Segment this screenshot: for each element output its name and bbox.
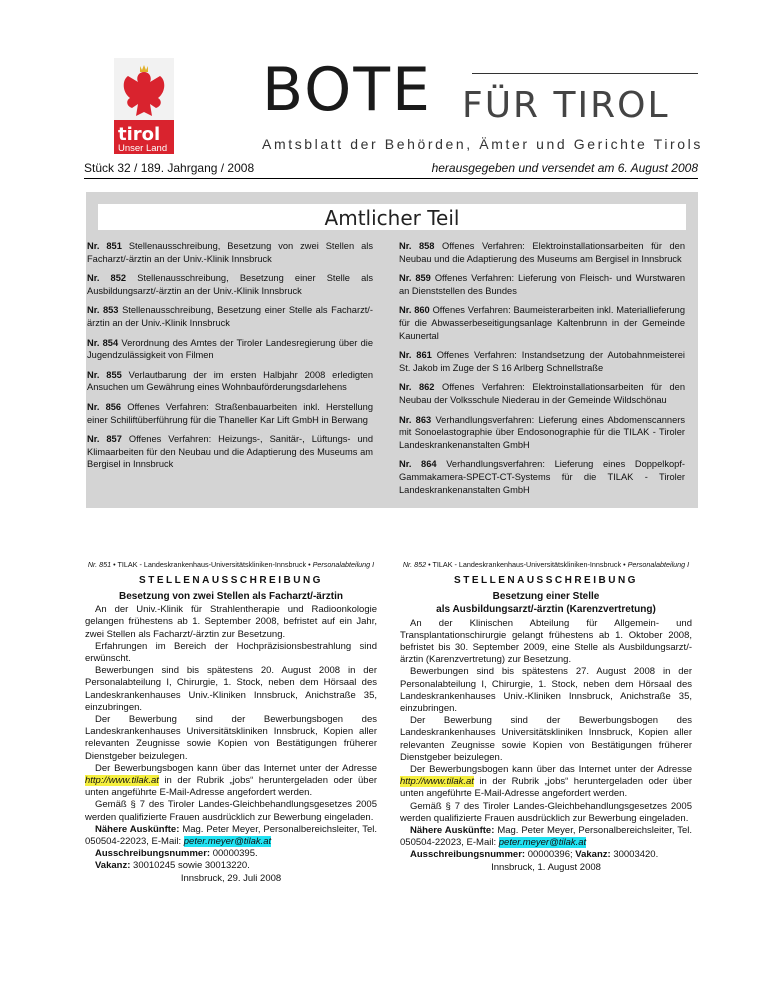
article-heading: STELLENAUSSCHREIBUNG (139, 575, 323, 587)
article-paragraph: Der Bewerbungsbogen kann über das Internet unter der Adresse http://www.tilak.at in der Rubrik „jobs“ heruntergeladen oder über unten angeführte E-Mail-Adresse angefordert werden. (85, 762, 378, 799)
toc-entry-859[interactable]: Nr. 859 Offenes Verfahren: Lieferung von Fleisch- und Wurstwaren an Dienststellen des Bundes (399, 273, 685, 296)
title-fuer-tirol: FÜR TIROL (462, 85, 670, 126)
article-subheading: Besetzung von zwei Stellen als Facharzt/-ärztin (119, 590, 343, 602)
article-paragraph: Bewerbungen sind bis spätestens 20. August 2008 in der Personalabteilung I, Chirurgie, 1. Stock, neben dem Hörsaal des Landeskrankenhauses Univ.-Kliniken Innsbruck, Anichstraße 35, einzubringen. (85, 665, 377, 713)
toc-entry-861[interactable]: Nr. 861 Offenes Verfahren: Instandsetzung der Autobahnmeisterei St. Jakob im Zuge der S 16 Arlberg Schnellstraße (399, 350, 685, 373)
tender-number: Ausschreibungsnummer: 00000395. (95, 848, 258, 860)
contact-info: Nähere Auskünfte: Mag. Peter Meyer, Personalbereichsleiter, Tel. 050504-22023, E-Mail: peter.meyer@tilak.at (85, 823, 378, 847)
toc-entry-860[interactable]: Nr. 860 Offenes Verfahren: Baumeisterarbeiten inkl. Materiallieferung für die Abwasserbeseitigungsanlage Kaltenbrunn in der Gemeinde Kaunertal (399, 305, 685, 341)
title-bote: BOTE (262, 55, 432, 125)
article-subheading-2: als Ausbildungsarzt/-ärztin (Karenzvertretung) (436, 604, 656, 616)
email-link[interactable]: peter.meyer@tilak.at (183, 835, 272, 847)
article-paragraph: Erfahrungen im Bereich der Hochpräzisionsbestrahlung sind erwünscht. (85, 640, 377, 664)
contents-title: Amtlicher Teil (324, 206, 460, 230)
toc-entry-854[interactable]: Nr. 854 Verordnung des Amtes der Tiroler Landesregierung über die Jugendzulässigkeit von Filmen (87, 337, 373, 361)
contents-right-column (399, 240, 685, 503)
header-subtitle: Amtsblatt der Behörden, Ämter und Gerichte Tirols (262, 136, 703, 152)
article-signoff: Innsbruck, 1. August 2008 (491, 861, 601, 873)
article-paragraph: Der Bewerbungsbogen kann über das Internet unter der Adresse http://www.tilak.at in der Rubrik „jobs“ heruntergeladen oder über unten angeführte E-Mail-Adresse angefordert werden. (400, 764, 693, 800)
article-851 (85, 560, 377, 885)
logo-word: tirol (118, 124, 161, 145)
article-paragraph: An der Univ.-Klinik für Strahlentherapie und Radioonkologie gelangen frühestens ab 1. September 2008, befristet auf ein Jahr, zwei Stellen als Facharzt/-ärztin zur Besetzung. (85, 604, 377, 640)
article-paragraph: Der Bewerbung sind der Bewerbungsbogen des Landeskrankenhauses Universitätskliniken Innsbruck, Kopien aller relevanten Zeugnisse sowie Kopien von Bestätigungen früherer Dienstgeber beizulegen. (85, 713, 377, 762)
toc-entry-851[interactable]: Nr. 851 Stellenausschreibung, Besetzung von zwei Stellen als Facharzt/-ärztin an der Univ.-Klinik Innsbruck (87, 241, 373, 264)
toc-entry-862[interactable]: Nr. 862 Offenes Verfahren: Elektroinstallationsarbeiten für den Neubau der Volksschule Niederau in der Gemeinde Wildschönau (399, 382, 685, 405)
article-source: Nr. 852 • TILAK - Landeskrankenhaus-Universitätskliniken-Innsbruck • Personalabteilung I (402, 560, 690, 569)
header-top-rule (472, 73, 698, 74)
article-paragraph: Gemäß § 7 des Tiroler Landes-Gleichbehandlungsgesetzes 2005 werden qualifizierte Frauen ausdrücklich zur Bewerbung eingeladen. (85, 799, 377, 823)
toc-entry-852[interactable]: Nr. 852 Stellenausschreibung, Besetzung einer Stelle als Ausbildungsarzt/-ärztin an der Univ.-Klinik Innsbruck (87, 273, 373, 296)
toc-entry-855[interactable]: Nr. 855 Verlautbarung der im ersten Halbjahr 2008 erledigten Ansuchen um Gewährung eines Wohnbauförderungsdarlehens (87, 369, 373, 393)
tirol-logo (114, 58, 174, 154)
article-paragraph: An der Klinischen Abteilung für Allgemein- und Transplantationschirurgie gelangt frühestens ab 1. Oktober 2008, befristet bis 30. September 2009, eine Stelle als Ausbildungsarzt/-ärztin (Karenzvertretung) zur Besetzung. (400, 617, 692, 666)
tender-number: Ausschreibungsnummer: 00000396; Vakanz: 30003420. (410, 849, 659, 861)
contact-info: Nähere Auskünfte: Mag. Peter Meyer, Personalbereichsleiter, Tel. 050504-22023, E-Mail: peter.meyer@tilak.at (400, 825, 693, 849)
logo-tagline: Unser Land (118, 143, 168, 154)
article-source: Nr. 851 • TILAK - Landeskrankenhaus-Universitätskliniken-Innsbruck • Personalabteilung I (87, 560, 375, 569)
website-link[interactable]: http://www.tilak.at (85, 774, 159, 786)
toc-entry-856[interactable]: Nr. 856 Offenes Verfahren: Straßenbauarbeiten inkl. Herstellung einer Schiliftüberführung für die Thaneller Kar Lift GmbH in Berwang (87, 401, 374, 425)
email-link[interactable]: peter.meyer@tilak.at (498, 837, 587, 849)
article-signoff: Innsbruck, 29. Juli 2008 (180, 872, 282, 884)
toc-entry-857[interactable]: Nr. 857 Offenes Verfahren: Heizungs-, Sanitär-, Lüftungs- und Klimaarbeiten für den Neubau und die Adaptierung des Museums am Bergisel in Innsbruck (87, 434, 373, 470)
article-852 (400, 560, 692, 874)
article-paragraph: Bewerbungen sind bis spätestens 27. August 2008 in der Personalabteilung I, Chirurgie, 1. Stock, neben dem Hörsaal des Landeskrankenhauses Univ.-Kliniken Innsbruck, Anichstraße 35, einzubringen. (400, 666, 692, 715)
header-rule (84, 178, 698, 179)
toc-entry-864[interactable]: Nr. 864 Verhandlungsverfahren: Lieferung eines Doppelkopf-Gammakamera-SPECT-CT-Systems für die TILAK - Tiroler Landeskrankenanstalten GmbH (399, 459, 685, 495)
article-heading: STELLENAUSSCHREIBUNG (454, 575, 638, 587)
article-paragraph: Der Bewerbung sind der Bewerbungsbogen des Landeskrankenhauses Universitätskliniken Innsbruck, Kopien aller relevanten Zeugnisse sowie Kopien von Bestätigungen früherer Dienstgeber beizulegen. (400, 715, 692, 763)
toc-entry-858[interactable]: Nr. 858 Offenes Verfahren: Elektroinstallationsarbeiten für den Neubau und die Adaptierung des Museums am Bergisel in Innsbruck (399, 241, 685, 264)
publication-date: herausgegeben und versendet am 6. August 2008 (431, 161, 698, 175)
website-link[interactable]: http://www.tilak.at (400, 776, 474, 788)
toc-entry-863[interactable]: Nr. 863 Verhandlungsverfahren: Lieferung eines Abdomenscanners mit Sonoelastographie über Endosonographie für die TILAK - Tiroler Landeskrankenanstalten GmbH (399, 414, 685, 450)
vacancy: Vakanz: 30010245 sowie 30013220. (95, 860, 250, 872)
toc-entry-853[interactable]: Nr. 853 Stellenausschreibung, Besetzung einer Stelle als Facharzt/-ärztin an der Univ.-Klinik Innsbruck (87, 305, 373, 328)
issue-number: Stück 32 / 189. Jahrgang / 2008 (84, 161, 255, 175)
article-subheading: Besetzung einer Stelle (492, 590, 600, 602)
article-paragraph: Gemäß § 7 des Tiroler Landes-Gleichbehandlungsgesetzes 2005 werden qualifizierte Frauen ausdrücklich zur Bewerbung eingeladen. (400, 800, 692, 824)
contents-left-column (87, 240, 373, 478)
